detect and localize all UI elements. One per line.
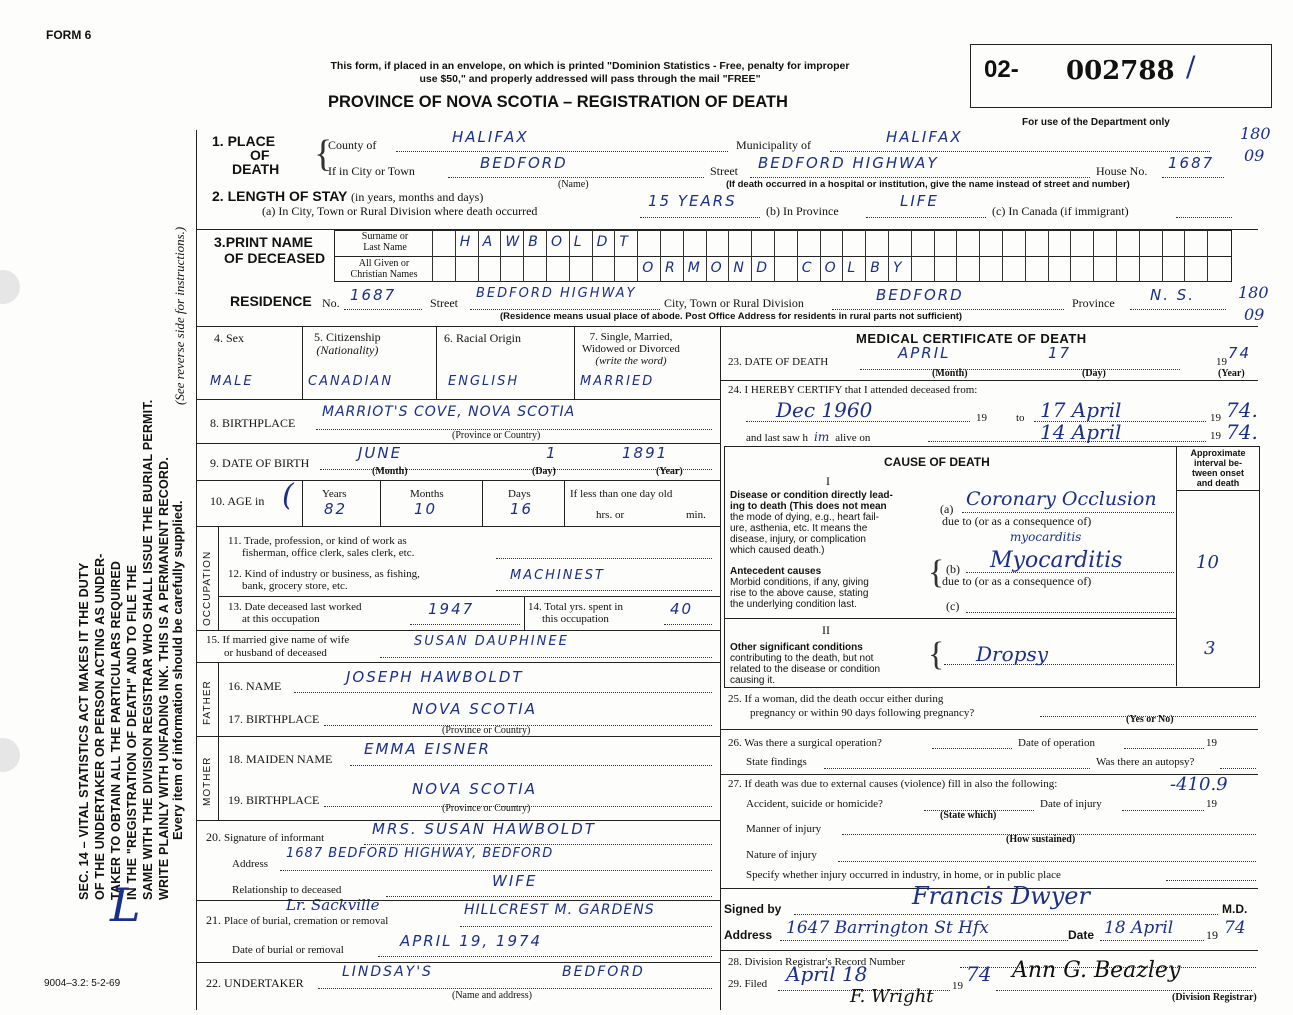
interval-header: Approximate interval be- tween onset and death bbox=[1190, 448, 1246, 488]
surname-cell bbox=[1093, 230, 1094, 256]
stay-province-label: (b) In Province bbox=[766, 204, 839, 218]
mother-birthplace-hint: (Province or Country) bbox=[442, 803, 531, 814]
dod-year-hint: (Year) bbox=[1218, 368, 1245, 379]
given-first-letter: D bbox=[756, 260, 767, 276]
pregnancy-hint: (Yes or No) bbox=[1126, 714, 1174, 725]
cause-a-due: due to (or as a consequence of) bbox=[942, 514, 1092, 528]
given-first-cell bbox=[1162, 256, 1163, 282]
surname-cell bbox=[455, 230, 456, 256]
given-first-cell bbox=[478, 256, 479, 282]
attended-to-year: 74. bbox=[1226, 398, 1258, 422]
surname-cell bbox=[979, 230, 980, 256]
marital-label: 7. Single, Married, Widowed or Divorced (write the word) bbox=[582, 331, 680, 367]
residence-street-label: Street bbox=[430, 296, 458, 310]
hospital-hint: (If death occurred in a hospital or institution, give the name instead of street and number) bbox=[726, 179, 1130, 190]
last-worked-value: 1947 bbox=[428, 600, 475, 618]
mother-maiden-value: EMMA EISNER bbox=[364, 740, 491, 758]
trade-label: 11. Trade, profession, or kind of work as fisherman, office clerk, sales clerk, etc. bbox=[228, 535, 415, 559]
surname-cell bbox=[614, 230, 615, 256]
attended-to-year-prefix: 19 bbox=[1210, 412, 1221, 424]
surname-cell bbox=[569, 230, 570, 256]
father-side-label: FATHER bbox=[202, 680, 213, 725]
given-first-cell bbox=[956, 256, 957, 282]
residence-no-value: 1687 bbox=[350, 286, 397, 304]
filed-label: 29. Filed bbox=[728, 978, 768, 990]
birthplace-value: MARRIOT'S COVE, NOVA SCOTIA bbox=[322, 404, 576, 420]
racial-origin-label: 6. Racial Origin bbox=[444, 331, 521, 345]
stay-province-value: LIFE bbox=[900, 192, 939, 210]
mother-birthplace-label: 19. BIRTHPLACE bbox=[228, 793, 320, 807]
father-birthplace-value: NOVA SCOTIA bbox=[412, 700, 537, 718]
mother-birthplace-value: NOVA SCOTIA bbox=[412, 780, 537, 798]
residence-no-label: No. bbox=[322, 296, 340, 310]
house-label: House No. bbox=[1096, 164, 1148, 178]
given-first-cell bbox=[1002, 256, 1003, 282]
attended-label: 24. I HEREBY CERTIFY that I attended deceased from: bbox=[728, 384, 978, 396]
surname-cell bbox=[1207, 230, 1208, 256]
record-number-label: 28. Division Registrar's Record Number bbox=[728, 956, 906, 968]
dob-year-hint: (Year) bbox=[656, 466, 683, 477]
external-causes-label: 27. If death was due to external causes (violence) fill in also the following: bbox=[728, 778, 1058, 790]
residence-province-label: Province bbox=[1072, 296, 1115, 310]
given-first-cell bbox=[751, 256, 752, 282]
page-title: PROVINCE OF NOVA SCOTIA – REGISTRATION OF DEATH bbox=[328, 93, 788, 111]
surname-cell bbox=[842, 230, 843, 256]
stay-canada-label: (c) In Canada (if immigrant) bbox=[992, 204, 1129, 218]
age-days-value: 16 bbox=[510, 500, 534, 518]
injury-date-label: Date of injury bbox=[1040, 798, 1102, 810]
last-saw-label: and last saw h im alive on bbox=[746, 430, 871, 444]
stay-city-label: (a) In City, Town or Rural Division where death occurred bbox=[262, 204, 538, 218]
given-first-cell bbox=[865, 256, 866, 282]
surname-cell bbox=[797, 230, 798, 256]
physician-address-label: Address bbox=[724, 928, 773, 942]
dob-year: 1891 bbox=[622, 444, 669, 462]
surname-cell bbox=[1002, 230, 1003, 256]
given-first-cell bbox=[774, 256, 775, 282]
city-label: If in City or Town bbox=[328, 164, 415, 178]
given-first-cell bbox=[1093, 256, 1094, 282]
autopsy-label: Was there an autopsy? bbox=[1096, 756, 1195, 768]
length-of-stay-label: 2. LENGTH OF STAY (in years, months and days) bbox=[212, 188, 484, 204]
given-first-cell bbox=[1116, 256, 1117, 282]
col-divider bbox=[720, 326, 721, 1010]
burial-place-label: 21. Place of burial, cremation or removal bbox=[206, 913, 389, 927]
cause-b-note: myocarditis bbox=[1010, 530, 1082, 544]
street-value: BEDFORD HIGHWAY bbox=[758, 154, 939, 172]
accident-label: Accident, suicide or homicide? bbox=[746, 798, 883, 810]
dod-day-hint: (Day) bbox=[1082, 368, 1106, 379]
dob-label: 9. DATE OF BIRTH bbox=[210, 456, 310, 470]
cause-b-interval: 10 bbox=[1196, 552, 1219, 573]
father-name-label: 16. NAME bbox=[228, 679, 282, 693]
age-months-header: Months bbox=[410, 488, 444, 500]
direct-cause-label: Disease or condition directly lead- ing to death (This does not mean the mode of dying, e.g., heart fail- ure, asthenia, etc. It means the disease, injury, or complication which caused death.) bbox=[730, 490, 893, 556]
sex-label: 4. Sex bbox=[214, 331, 244, 345]
cause-a-value: Coronary Occlusion bbox=[966, 488, 1157, 510]
cause-c-label: (c) bbox=[946, 599, 960, 613]
informant-address-label: Address bbox=[232, 858, 269, 870]
how-sustained-hint: (How sustained) bbox=[1006, 834, 1076, 845]
filed-extra-signature: F. Wright bbox=[850, 986, 934, 1007]
citizenship-label: 5. Citizenship (Nationality) bbox=[314, 330, 381, 357]
given-first-cell bbox=[1025, 256, 1026, 282]
age-years-value: 82 bbox=[324, 500, 348, 518]
other-conditions-value: Dropsy bbox=[976, 642, 1049, 666]
given-first-cell bbox=[728, 256, 729, 282]
surname-cell bbox=[660, 230, 661, 256]
municipality-value: HALIFAX bbox=[886, 128, 963, 146]
citizenship-value: CANADIAN bbox=[308, 374, 394, 389]
filed-year-prefix: 19 bbox=[952, 980, 963, 992]
surname-letter: D bbox=[596, 234, 608, 250]
cause-b-due: due to (or as a consequence of) bbox=[942, 574, 1092, 588]
attended-from-year-prefix: 19 bbox=[976, 412, 987, 424]
margin-mark: L bbox=[110, 878, 141, 932]
dept-code-c: 180 bbox=[1238, 283, 1269, 302]
mother-side-label: MOTHER bbox=[202, 756, 213, 806]
surname-letter: H bbox=[459, 234, 471, 250]
md-label: M.D. bbox=[1222, 902, 1248, 916]
given-first-cell bbox=[979, 256, 980, 282]
last-saw-year: 74. bbox=[1226, 420, 1258, 444]
surname-cell bbox=[865, 230, 866, 256]
relationship-value: WIFE bbox=[492, 872, 538, 890]
total-years-value: 40 bbox=[670, 600, 694, 618]
signed-by-label: Signed by bbox=[724, 902, 782, 916]
given-first-cell bbox=[569, 256, 570, 282]
burial-place-value: HILLCREST M. GARDENS bbox=[464, 902, 655, 918]
age-years-header: Years bbox=[322, 488, 347, 500]
brace: { bbox=[314, 133, 333, 175]
given-second-letter: Y bbox=[893, 260, 902, 276]
given-first-cell bbox=[820, 256, 821, 282]
date-of-death-month: APRIL bbox=[898, 344, 951, 362]
given-first-cell bbox=[1048, 256, 1049, 282]
residence-hint: (Residence means usual place of abode. Post Office Address for residents in rural parts not sufficient) bbox=[500, 311, 963, 322]
undertaker-label: 22. UNDERTAKER bbox=[206, 976, 304, 990]
mother-maiden-label: 18. MAIDEN NAME bbox=[228, 752, 333, 766]
surname-letter: O bbox=[551, 234, 563, 250]
dept-code-b: 09 bbox=[1244, 146, 1265, 165]
surname-cell bbox=[1184, 230, 1185, 256]
pregnancy-label: 25. If a woman, did the death occur either during pregnancy or within 90 days following pregnancy? bbox=[728, 693, 975, 719]
cause-b-label: (b) bbox=[946, 562, 960, 576]
surname-cell bbox=[592, 230, 593, 256]
date-of-death-day: 17 bbox=[1048, 344, 1072, 362]
last-saw-year-prefix: 19 bbox=[1210, 430, 1221, 442]
surgery-label: 26. Was there a surgical operation? bbox=[728, 737, 882, 749]
signed-year: 74 bbox=[1224, 918, 1246, 938]
given-second-letter: O bbox=[824, 260, 836, 276]
surname-cell bbox=[1162, 230, 1163, 256]
age-mark: ( bbox=[282, 478, 294, 513]
given-first-cell bbox=[1139, 256, 1140, 282]
surname-cell bbox=[478, 230, 479, 256]
given-first-cell bbox=[934, 256, 935, 282]
place-of-death-label: 1. PLACE OF DEATH bbox=[212, 133, 280, 177]
given-first-cell bbox=[797, 256, 798, 282]
surname-letter: W bbox=[505, 234, 520, 250]
given-first-letter: R bbox=[665, 260, 675, 276]
reg-prefix: 02- bbox=[984, 56, 1019, 83]
surname-cell bbox=[888, 230, 889, 256]
punch-hole-bottom bbox=[0, 738, 20, 772]
cause-a-label: (a) bbox=[940, 502, 954, 516]
given-first-cell bbox=[546, 256, 547, 282]
burial-place-note: Lr. Sackville bbox=[286, 896, 380, 914]
birthplace-hint: (Province or Country) bbox=[452, 430, 541, 441]
state-which-hint: (State which) bbox=[940, 810, 997, 821]
specify-label: Specify whether injury occurred in industry, in home, or in public place bbox=[746, 869, 1061, 881]
registrar-signature: Ann G. Beazley bbox=[1012, 958, 1181, 983]
marital-value: MARRIED bbox=[580, 374, 655, 389]
father-birthplace-hint: (Province or Country) bbox=[442, 725, 531, 736]
father-name-value: JOSEPH HAWBOLDT bbox=[346, 668, 524, 686]
last-worked-label: 13. Date deceased last worked at this occupation bbox=[228, 601, 362, 625]
racial-origin-value: ENGLISH bbox=[448, 374, 520, 389]
dob-month-hint: (Month) bbox=[372, 466, 408, 477]
given-first-cell bbox=[592, 256, 593, 282]
house-value: 1687 bbox=[1168, 154, 1215, 172]
attended-to: 17 April bbox=[1040, 398, 1122, 422]
given-first-cell bbox=[683, 256, 684, 282]
surname-cell bbox=[523, 230, 524, 256]
other-conditions-label: Other significant conditions contributing to the death, but not related to the disease or condition causing it. bbox=[730, 642, 881, 686]
given-first-letter: M bbox=[687, 260, 700, 276]
name-hint: (Name) bbox=[558, 179, 589, 190]
nature-label: Nature of injury bbox=[746, 849, 817, 861]
print-name-label: 3.PRINT NAME OF DECEASED bbox=[214, 234, 326, 266]
physician-address-value: 1647 Barrington St Hfx bbox=[786, 918, 989, 938]
dod-month-hint: (Month) bbox=[932, 368, 968, 379]
attended-to-label: to bbox=[1016, 412, 1025, 424]
form-id: FORM 6 bbox=[46, 28, 92, 42]
spouse-value: SUSAN DAUPHINEE bbox=[414, 634, 569, 649]
surname-letter: T bbox=[619, 234, 628, 250]
external-code: -410.9 bbox=[1170, 774, 1228, 795]
industry-value: MACHINEST bbox=[510, 568, 605, 583]
given-first-letter: O bbox=[710, 260, 722, 276]
cause-b-value: Myocarditis bbox=[990, 548, 1123, 573]
residence-city-label: City, Town or Rural Division bbox=[664, 296, 804, 310]
residence-label: RESIDENCE bbox=[230, 293, 312, 309]
surname-cell bbox=[500, 230, 501, 256]
surname-cell bbox=[911, 230, 912, 256]
father-birthplace-label: 17. BIRTHPLACE bbox=[228, 712, 320, 726]
surname-letter: B bbox=[528, 234, 538, 250]
medical-certificate-title: MEDICAL CERTIFICATE OF DEATH bbox=[856, 331, 1087, 346]
given-first-cell bbox=[1207, 256, 1208, 282]
street-label: Street bbox=[710, 164, 738, 178]
registrar-hint: (Division Registrar) bbox=[1172, 992, 1257, 1003]
given-first-letter: O bbox=[642, 260, 654, 276]
informant-sig-label: 20. Signature of informant bbox=[206, 830, 325, 844]
dept-use-label: For use of the Department only bbox=[1022, 117, 1170, 128]
given-first-cell bbox=[432, 256, 433, 282]
undertaker-hint: (Name and address) bbox=[452, 990, 532, 1001]
given-first-letter: N bbox=[733, 260, 744, 276]
antecedent-label: Antecedent causes Morbid conditions, if any, giving rise to the above cause, stating the underlying condition last. bbox=[730, 566, 869, 610]
given-second-letter: L bbox=[847, 260, 856, 276]
signed-date-value: 18 April bbox=[1104, 918, 1174, 938]
operation-year-prefix: 19 bbox=[1206, 737, 1217, 749]
occupation-side-label: OCCUPATION bbox=[202, 550, 213, 626]
age-min-label: min. bbox=[686, 509, 706, 521]
dept-code-a: 180 bbox=[1240, 124, 1271, 143]
surname-cell bbox=[1116, 230, 1117, 256]
age-label: 10. AGE in bbox=[210, 494, 265, 508]
frame-left bbox=[196, 130, 197, 1010]
surname-cell bbox=[1048, 230, 1049, 256]
dob-day-hint: (Day) bbox=[532, 466, 556, 477]
surname-cell bbox=[1139, 230, 1140, 256]
given-second-letter: C bbox=[801, 260, 812, 276]
county-value: HALIFAX bbox=[452, 128, 529, 146]
county-label: County of bbox=[328, 138, 377, 152]
date-of-death-year-prefix: 19 bbox=[1216, 356, 1227, 368]
given-first-cell bbox=[706, 256, 707, 282]
age-less-header: If less than one day old bbox=[570, 488, 673, 500]
reg-check: / bbox=[1186, 50, 1196, 83]
reg-number: 002788 bbox=[1066, 56, 1175, 86]
side-instructions: SEC. 14 – VITAL STATISTICS ACT MAKES IT THE DUTY OF THE UNDERTAKER OR PERSON ACTING AS UNDER- TAKER TO OBTAIN ALL THE PARTICULARS REQUIRED IN THE "REGISTRATION OF DEATH" AND TO FILE THE SAME WITH THE DIVISION REGISTRAR WHO SHALL ISSUE THE BURIAL PERMIT. WRITE PLAINLY WITH UNFADING INK. THIS IS A PERMANENT RECORD. bbox=[77, 399, 171, 900]
given-first-cell bbox=[1070, 256, 1071, 282]
municipality-label: Municipality of bbox=[736, 138, 811, 152]
informant-address-value: 1687 BEDFORD HIGHWAY, BEDFORD bbox=[286, 846, 554, 861]
burial-date-value: APRIL 19, 1974 bbox=[400, 932, 543, 950]
birthplace-label: 8. BIRTHPLACE bbox=[210, 416, 296, 430]
given-first-cell bbox=[660, 256, 661, 282]
residence-street-value: BEDFORD HIGHWAY bbox=[476, 286, 637, 301]
date-of-death-label: 23. DATE OF DEATH bbox=[728, 356, 829, 368]
rule-2 bbox=[196, 326, 1258, 327]
surname-cell bbox=[683, 230, 684, 256]
injury-year-prefix: 19 bbox=[1206, 798, 1217, 810]
part-two: II bbox=[822, 623, 830, 637]
surname-cell bbox=[728, 230, 729, 256]
findings-label: State findings bbox=[746, 756, 807, 768]
surname-cell bbox=[774, 230, 775, 256]
last-saw-value: 14 April bbox=[1040, 420, 1122, 444]
surname-cell bbox=[934, 230, 935, 256]
side-reverse-note: (See reverse side for instructions.) bbox=[172, 226, 187, 405]
signed-date-label: Date bbox=[1068, 928, 1095, 942]
signed-year-prefix: 19 bbox=[1206, 928, 1218, 942]
side-note: Every item of information should be carefully supplied. bbox=[170, 500, 185, 840]
surname-cell bbox=[1070, 230, 1071, 256]
age-hrs-label: hrs. or bbox=[596, 509, 625, 521]
surname-cell bbox=[706, 230, 707, 256]
given-first-cell bbox=[455, 256, 456, 282]
surname-label: Surname or Last Name bbox=[361, 231, 409, 253]
given-first-cell bbox=[614, 256, 615, 282]
age-months-value: 10 bbox=[414, 500, 438, 518]
filed-year: 74 bbox=[966, 962, 992, 986]
punch-hole-top bbox=[0, 270, 20, 304]
relationship-label: Relationship to deceased bbox=[232, 884, 342, 896]
dob-day: 1 bbox=[546, 444, 558, 462]
surname-cell bbox=[820, 230, 821, 256]
print-code: 9004–3.2: 5-2-69 bbox=[44, 978, 121, 989]
cause-title: CAUSE OF DEATH bbox=[884, 455, 990, 469]
given-first-cell bbox=[523, 256, 524, 282]
residence-province-value: N. S. bbox=[1150, 286, 1196, 304]
surname-letter: A bbox=[482, 234, 493, 250]
date-of-death-year: 74 bbox=[1228, 344, 1252, 362]
undertaker-address: BEDFORD bbox=[562, 964, 645, 980]
given-label: All Given or Christian Names bbox=[350, 258, 418, 280]
surname-cell bbox=[751, 230, 752, 256]
surname-cell bbox=[432, 230, 433, 256]
filed-value: April 18 bbox=[786, 962, 868, 986]
sex-value: MALE bbox=[210, 374, 254, 389]
attended-from: Dec 1960 bbox=[776, 398, 873, 422]
dob-month: JUNE bbox=[358, 444, 403, 462]
informant-sig-value: MRS. SUSAN HAWBOLDT bbox=[372, 820, 596, 838]
given-first-cell bbox=[637, 256, 638, 282]
city-value: BEDFORD bbox=[480, 154, 568, 172]
undertaker-value: LINDSAY'S bbox=[342, 964, 433, 980]
given-first-cell bbox=[842, 256, 843, 282]
given-first-cell bbox=[888, 256, 889, 282]
given-first-cell bbox=[500, 256, 501, 282]
surname-letter: L bbox=[573, 234, 582, 250]
surname-cell bbox=[637, 230, 638, 256]
total-years-label: 14. Total yrs. spent in this occupation bbox=[528, 601, 623, 625]
surname-cell bbox=[1025, 230, 1026, 256]
industry-label: 12. Kind of industry or business, as fishing, bank, grocery store, etc. bbox=[228, 568, 420, 592]
part-one: I bbox=[826, 474, 830, 488]
given-second-letter: B bbox=[870, 260, 880, 276]
operation-date-label: Date of operation bbox=[1018, 737, 1095, 749]
surname-cell bbox=[546, 230, 547, 256]
given-first-cell bbox=[1184, 256, 1185, 282]
age-days-header: Days bbox=[508, 488, 531, 500]
manner-label: Manner of injury bbox=[746, 823, 822, 835]
surname-cell bbox=[956, 230, 957, 256]
physician-signature: Francis Dwyer bbox=[912, 882, 1090, 910]
burial-date-label: Date of burial or removal bbox=[232, 944, 344, 956]
given-first-cell bbox=[911, 256, 912, 282]
stay-city-value: 15 YEARS bbox=[648, 192, 737, 210]
mail-notice: This form, if placed in an envelope, on which is printed "Dominion Statistics - Free, penalty for improper use $50," and properly addressed will pass through the mail "FREE" bbox=[330, 60, 850, 85]
spouse-label: 15. If married give name of wife or husband of deceased bbox=[206, 634, 350, 659]
other-conditions-interval: 3 bbox=[1204, 638, 1216, 659]
dept-code-d: 09 bbox=[1244, 305, 1265, 324]
residence-city-value: BEDFORD bbox=[876, 286, 964, 304]
